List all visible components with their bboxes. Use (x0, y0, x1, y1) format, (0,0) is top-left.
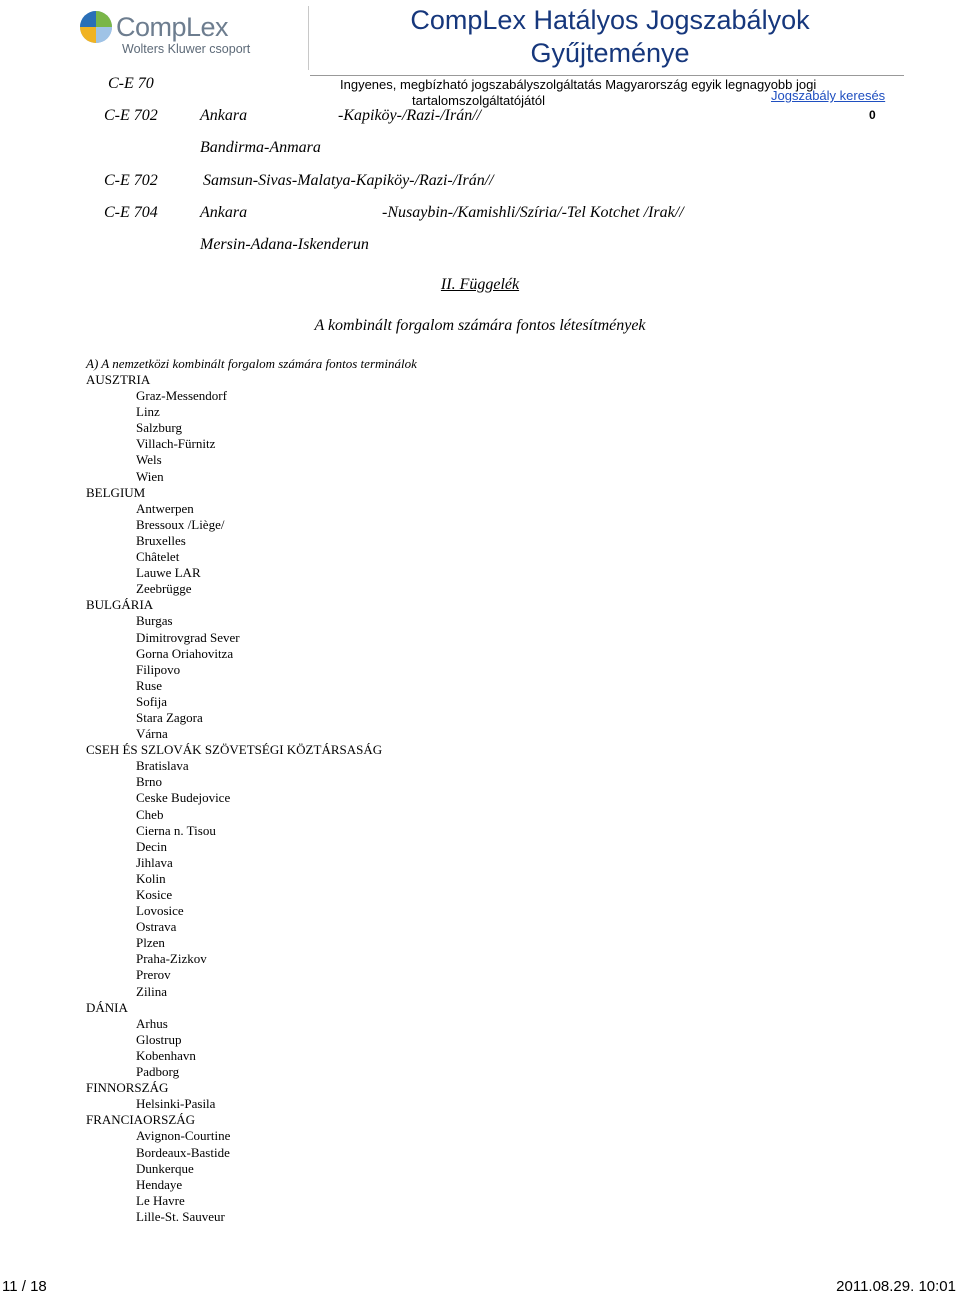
terminal-item: Kosice (136, 887, 173, 902)
terminal-item: Le Havre (136, 1192, 185, 1208)
terminal-item: Avignon-Courtine (136, 1128, 231, 1144)
terminal-item: Dimitrovgrad Sever (136, 629, 240, 645)
terminal-item: Plzen (136, 935, 165, 951)
logo-globe-icon (80, 11, 112, 43)
terminal-item: Glostrup (136, 1031, 182, 1047)
terminal-item: Filipovo (136, 661, 181, 677)
terminal-item: Wels (136, 452, 162, 468)
terminal-item: Stara Zagora (136, 709, 203, 725)
terminal-item: Bruxelles (136, 532, 186, 548)
terminal-item: Cierna n. Tisou (136, 822, 216, 838)
terminal-item: Gorna Oriahovitza (136, 645, 234, 661)
terminal-item: Kolin (136, 870, 166, 886)
header-divider (308, 6, 309, 70)
terminal-item: Kobenhavn (136, 1047, 196, 1063)
country-heading: BELGIUM (86, 484, 146, 500)
complex-logo[interactable] (80, 8, 280, 60)
terminal-item: Hendaye (136, 1176, 183, 1192)
terminal-list (86, 372, 382, 1225)
country-heading: CSEH ÉS SZLOVÁK SZÖVETSÉGI KÖZTÁRSASÁG (86, 742, 383, 758)
header-rule (310, 75, 904, 76)
terminal-item: Bordeaux-Bastide (136, 1144, 230, 1160)
logo-subtitle: Wolters Kluwer csoport (122, 42, 251, 56)
country-heading: DÁNIA (86, 999, 128, 1015)
route-from: Ankara (200, 204, 248, 221)
terminal-item: Decin (136, 838, 168, 854)
appendix-subtitle: A kombinált forgalom számára fontos létesítmények (314, 317, 646, 334)
route-to: -Nusaybin-/Kamishli/Szíria/-Tel Kotchet /Irak// (382, 204, 684, 221)
terminal-item: Dunkerque (136, 1160, 194, 1176)
route-code: C-E 702 (104, 107, 158, 124)
country-heading: BULGÁRIA (86, 597, 154, 613)
counter-value: 0 (869, 108, 876, 122)
section-a-heading: A) A nemzetközi kombinált forgalom számára fontos terminálok (86, 356, 417, 371)
terminal-item: Zeebrügge (136, 581, 192, 597)
route-code: C-E 70 (108, 75, 154, 92)
terminal-item: Lovosice (136, 903, 184, 919)
terminal-item: Wien (136, 468, 164, 484)
terminal-item: Bratislava (136, 758, 189, 774)
route-from: Bandirma-Anmara (200, 139, 321, 156)
terminal-item: Arhus (136, 1015, 168, 1031)
route-from: Ankara (200, 107, 248, 124)
route-code: C-E 704 (104, 204, 158, 221)
terminal-item: Prerov (136, 967, 171, 983)
footer-timestamp: 2011.08.29. 10:01 (836, 1278, 956, 1295)
terminal-item: Ostrava (136, 919, 177, 935)
route-from: Samsun-Sivas-Malatya-Kapiköy-/Razi-/Irán// (203, 172, 494, 189)
terminal-item: Châtelet (136, 549, 180, 565)
country-heading: FINNORSZÁG (86, 1080, 169, 1096)
route-to: -Kapiköy-/Razi-/Irán// (338, 107, 482, 124)
route-code: C-E 702 (104, 172, 158, 189)
tagline-line2: tartalomszolgáltatójától (412, 93, 545, 108)
terminal-item: Burgas (136, 613, 173, 629)
terminal-item: Graz-Messendorf (136, 388, 227, 404)
terminal-item: Sofija (136, 693, 168, 709)
terminal-item: Antwerpen (136, 500, 194, 516)
site-title: CompLex Hatályos Jogszabályok Gyűjteménye (410, 5, 810, 68)
search-link[interactable]: Jogszabály keresés (771, 88, 886, 103)
terminal-item: Lille-St. Sauveur (136, 1208, 225, 1224)
country-heading: AUSZTRIA (86, 372, 151, 387)
terminal-item: Cheb (136, 806, 164, 822)
page-number: 11 / 18 (2, 1278, 47, 1295)
terminal-item: Padborg (136, 1064, 180, 1080)
appendix-title: II. Függelék (440, 276, 520, 293)
terminal-item: Ruse (136, 677, 162, 693)
terminal-item: Brno (136, 774, 162, 790)
terminal-item: Várna (136, 726, 168, 742)
terminal-item: Helsinki-Pasila (136, 1096, 216, 1112)
terminal-item: Bressoux /Liège/ (136, 516, 225, 532)
terminal-item: Jihlava (136, 854, 173, 870)
tagline-line1: Ingyenes, megbízható jogszabályszolgáltatás Magyarország egyik legnagyobb jogi (340, 77, 817, 92)
terminal-item: Ceske Budejovice (136, 790, 231, 806)
route-from: Mersin-Adana-Iskenderun (200, 236, 369, 253)
terminal-item: Salzburg (136, 420, 182, 436)
logo-name: CompLex (116, 12, 229, 42)
terminal-item: Linz (136, 404, 160, 420)
terminal-item: Praha-Zizkov (136, 951, 207, 967)
country-heading: FRANCIAORSZÁG (86, 1112, 196, 1128)
terminal-item: Zilina (136, 983, 168, 999)
terminal-item: Villach-Fürnitz (136, 436, 216, 452)
terminal-item: Lauwe LAR (136, 565, 201, 581)
